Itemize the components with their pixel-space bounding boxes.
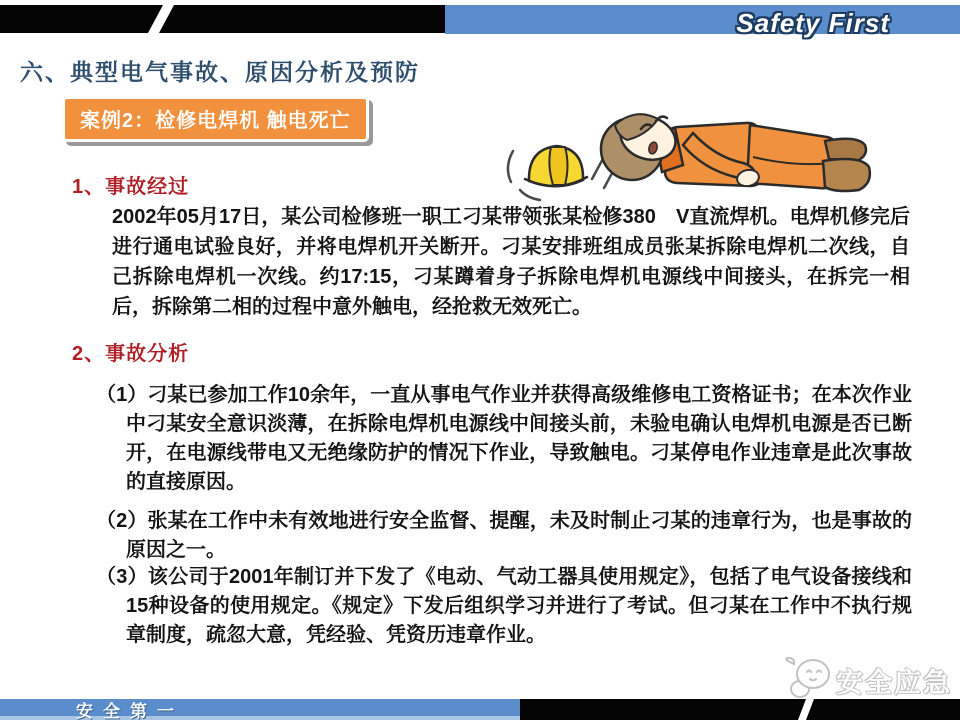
diagonal-slash-icon xyxy=(146,5,176,33)
top-bar-blue xyxy=(445,5,960,38)
fallen-worker-illustration xyxy=(495,95,915,205)
watermark xyxy=(782,655,952,700)
paragraph-analysis-1: （1）刁某已参加工作10余年，一直从事电气作业并获得高级维修电工资格证书；在本次作业中刁某安全意识淡薄，在拆除电焊机电源线中间接头前，未验电确认电焊机电源是否已断开，在电源线带电又无绝缘防护的情况下作业，导致触电。刁某停电作业违章是此次事故的直接原因。 xyxy=(96,384,912,493)
section-heading-accident-course: 1、事故经过 xyxy=(72,176,190,198)
brand-text: Safety First xyxy=(736,8,890,38)
paragraph-accident-course: 2002年05月17日，某公司检修班一职工刁某带领张某检修380 V直流焊机。电焊机修完后进行通电试验良好，并将电焊机开关断开。刁某安排班组成员张某拆除电焊机二次线，自己拆除电焊机一次线。约17:15，刁某蹲着身子拆除电焊机电源线中间接头，在拆完一相后，拆除第二相的过程中意外触电，经抢救无效死亡。 xyxy=(112,206,910,318)
hard-hat-icon xyxy=(525,146,587,186)
footer-diagonal-slash-icon xyxy=(794,699,818,720)
paragraph-analysis-3: （3）该公司于2001年制订并下发了《电动、气动工器具使用规定》，包括了电气设备接线和15种设备的使用规定。《规定》下发后组织学习并进行了考试。但刁某在工作中不执行规章制度，疏忽大意，凭经验、凭资历违章作业。 xyxy=(96,566,912,646)
worker-body xyxy=(601,109,870,191)
footer-slogan: 安全第一 xyxy=(76,702,184,721)
page-title: 六、典型电气事故、原因分析及预防 xyxy=(20,60,420,85)
section-heading-accident-analysis: 2、事故分析 xyxy=(72,343,190,365)
case-badge: 案例2：检修电焊机 触电死亡 xyxy=(62,96,369,142)
paragraph-analysis-2: （2）张某在工作中未有效地进行安全监督、提醒，未及时制止刁某的违章行为，也是事故的原因之一。 xyxy=(96,510,912,561)
mascot-speech-bubble-icon xyxy=(782,655,836,700)
footer-bar-black xyxy=(520,699,960,720)
top-bar-black xyxy=(0,5,445,33)
watermark-label: 安全应急 xyxy=(836,668,952,698)
